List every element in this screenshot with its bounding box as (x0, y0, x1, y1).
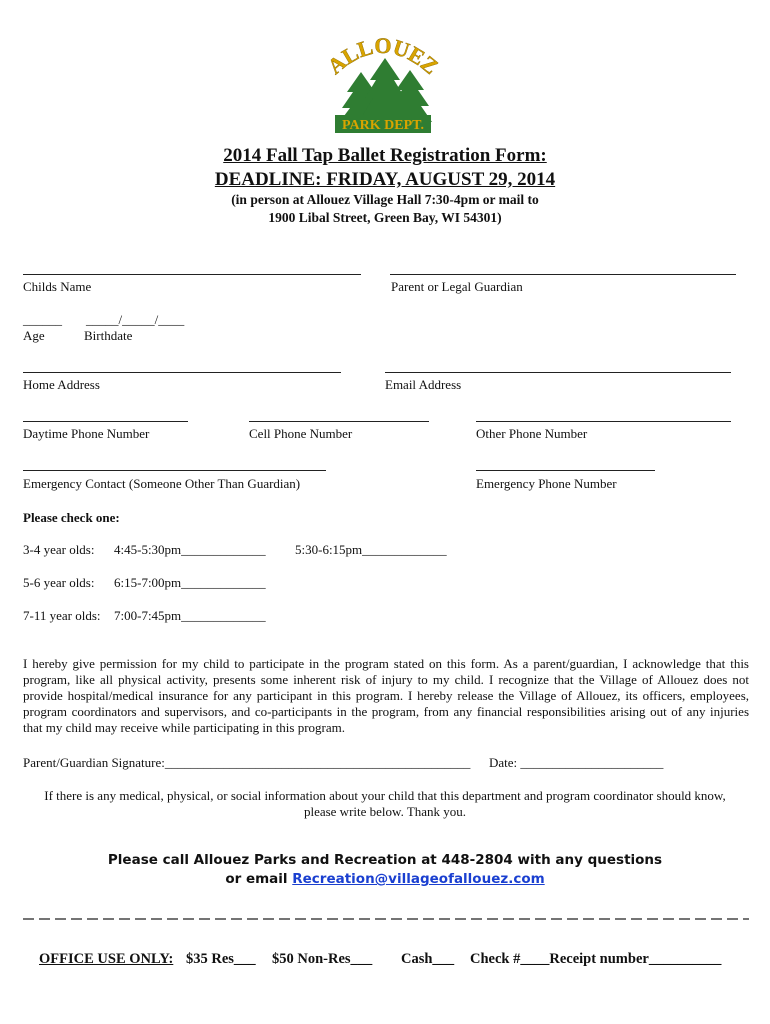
session-3-4-label: 3-4 year olds: (23, 542, 95, 557)
cell-phone-field[interactable] (249, 421, 429, 422)
guardian-name-field[interactable] (390, 274, 736, 275)
contact-email-link[interactable]: Recreation@villageofallouez.com (292, 871, 545, 887)
signature-date-field[interactable]: Date: ______________________ (489, 755, 664, 770)
office-res-field[interactable]: $35 Res___ (186, 951, 256, 967)
waiver-paragraph: I hereby give permission for my child to participate in the program stated on this form. As a parent/guardian, I acknowledge that this program, like all physical activity, presents some inherent risk of injury to my child. I recognize that the Village of Allouez does not provide hospital/medical insurance for any participant in this program. I hereby release the Village of Allouez, its officers, employees, program coordinators and supervisors, and co-participants in the program, from any financial responsibilities arising out of any injuries that my child may receive while participating in this program. (23, 656, 749, 735)
daytime-phone-label: Daytime Phone Number (23, 426, 150, 441)
emergency-phone-field[interactable] (476, 470, 655, 471)
birthdate-label: Birthdate (84, 328, 133, 343)
medical-note-line1: If there is any medical, physical, or social information about your child that this department and program coordinator should know, (44, 788, 726, 803)
session-3-4-early-option[interactable]: 4:45-5:30pm_____________ (114, 542, 266, 557)
emergency-phone-label: Emergency Phone Number (476, 476, 617, 491)
emergency-contact-field[interactable] (23, 470, 326, 471)
cell-phone-label: Cell Phone Number (249, 426, 353, 441)
guardian-signature-field[interactable]: Parent/Guardian Signature:_______________________________________________ (23, 755, 471, 770)
allouez-park-dept-logo (325, 30, 440, 134)
logo-graphic (325, 30, 440, 134)
submission-instructions-line1: (in person at Allouez Village Hall 7:30-4pm or mail to (231, 192, 539, 207)
office-use-label: OFFICE USE ONLY: (39, 951, 174, 967)
session-5-6-option[interactable]: 6:15-7:00pm_____________ (114, 575, 266, 590)
childs-name-label: Childs Name (23, 279, 92, 294)
other-phone-label: Other Phone Number (476, 426, 588, 441)
office-nonres-field[interactable]: $50 Non-Res___ (272, 951, 373, 967)
form-title: 2014 Fall Tap Ballet Registration Form: (223, 145, 547, 166)
guardian-label: Parent or Legal Guardian (391, 279, 523, 294)
contact-phone-line: Please call Allouez Parks and Recreation at 448-2804 with any questions (107, 852, 663, 868)
age-field[interactable]: ______ (23, 312, 62, 327)
email-address-label: Email Address (385, 377, 462, 392)
email-address-field[interactable] (385, 372, 731, 373)
session-5-6-label: 5-6 year olds: (23, 575, 95, 590)
submission-instructions-line2: 1900 Libal Street, Green Bay, WI 54301) (268, 210, 502, 225)
session-heading: Please check one: (23, 510, 120, 525)
office-cash-field[interactable]: Cash___ (401, 951, 455, 967)
other-phone-field[interactable] (476, 421, 731, 422)
contact-email-prefix: or email (225, 871, 293, 887)
deadline-heading: DEADLINE: FRIDAY, AUGUST 29, 2014 (214, 169, 556, 190)
dashed-separator (23, 917, 749, 921)
childs-name-field[interactable] (23, 274, 361, 275)
medical-note-line2: please write below. Thank you. (303, 804, 467, 819)
session-3-4-late-option[interactable]: 5:30-6:15pm_____________ (295, 542, 447, 557)
session-7-11-option[interactable]: 7:00-7:45pm_____________ (114, 608, 266, 623)
daytime-phone-field[interactable] (23, 421, 188, 422)
office-check-receipt-field[interactable]: Check #____Receipt number__________ (470, 951, 722, 967)
emergency-contact-label: Emergency Contact (Someone Other Than Guardian) (23, 476, 301, 491)
contact-email-line (0, 871, 770, 887)
svg-text:PARK DEPT.: PARK DEPT. (342, 118, 424, 133)
session-7-11-label: 7-11 year olds: (23, 608, 101, 623)
home-address-label: Home Address (23, 377, 100, 392)
birthdate-field[interactable]: _____/_____/____ (86, 312, 185, 327)
svg-text:ALLOUEZ: ALLOUE (325, 32, 430, 80)
age-label: Age (23, 328, 45, 343)
home-address-field[interactable] (23, 372, 341, 373)
